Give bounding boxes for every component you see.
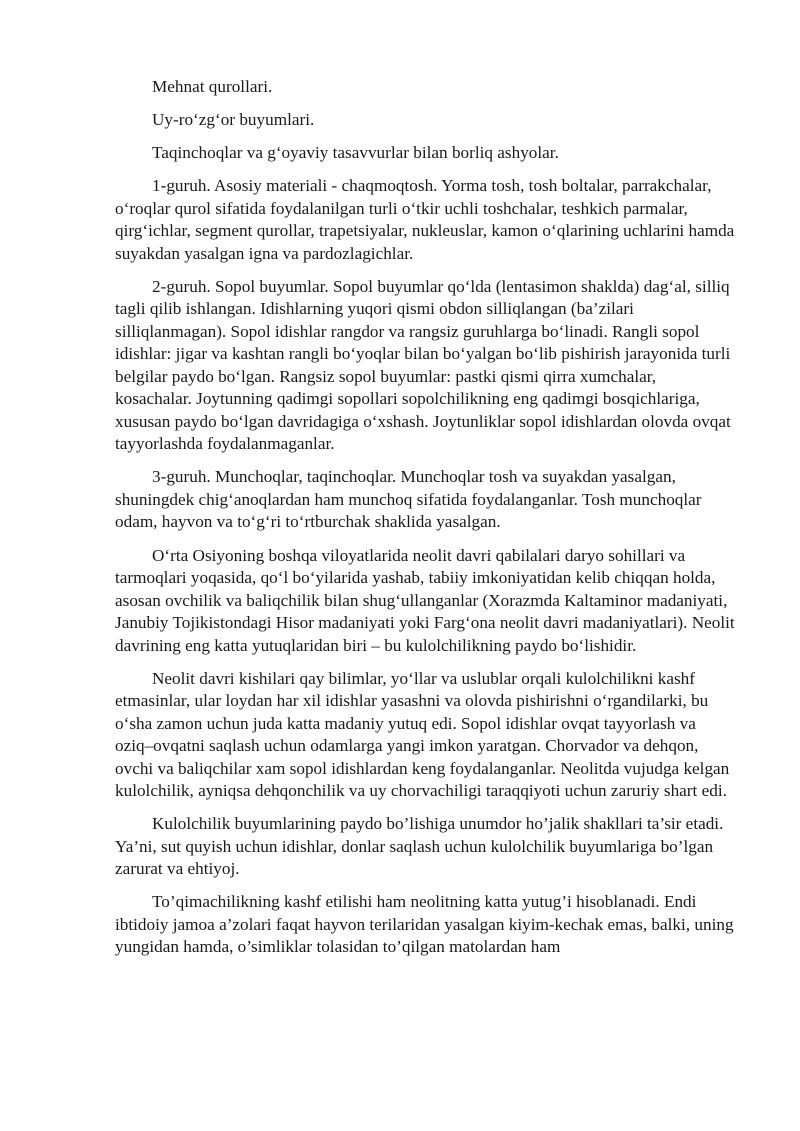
- paragraph: Kulolchilik buyumlarining paydo bo’lishiga unumdor ho’jalik shakllari ta’sir etadi. Ya’ni, sut quyish uchun idishlar, donlar saqlash uchun kulolchilik buyumlariga bo’lgan zarurat va ehtiyoj.: [115, 814, 724, 879]
- paragraph: To’qimachilikning kashf etilishi ham neolitning katta yutug’i hisoblanadi. Endi ibtidoiy jamoa a’zolari faqat hayvon terilaridan yasalgan kiyim-kechak emas, balki, uning yungidan hamda, o’simliklar tolasidan to’qilgan matolardan ham: [115, 892, 734, 957]
- paragraph: Mehnat qurollari.: [152, 77, 273, 96]
- paragraph: Uy-ro‘zg‘or buyumlari.: [152, 110, 315, 130]
- paragraph: Neolit davri kishilari qay bilimlar, yo‘llar va uslublar orqali kulolchilikni kashf etmasinlar, ular loydan har xil idishlar yasashni va olovda pishirishni o‘rgandilarki, bu o‘sha zamon uchun juda katta madaniy yutuq edi. Sopol idishlar ovqat tayyorlash va oziq–ovqatni saqlash uchun odamlarga yangi imkon yaratgan. Chorvador va dehqon, ovchi va baliqchilar xam sopol idishlardan keng foydalanganlar. Neolitda vujudga kelgan kulolchilik, ayniqsa dehqonchilik va uy chorvachiligi taraqqiyoti uchun zaruriy shart edi.: [115, 668, 730, 801]
- paragraph: 1-guruh. Asosiy materiali - chaqmoqtosh. Yorma tosh, tosh boltalar, parrakchalar, o‘roqlar qurol sifatida foydalanilgan turli o‘tkir uchli toshchalar, teshkich parmalar, qirg‘ichlar, segment qurollar, trapetsiyalar, nukleuslar, kamon o‘qlarining uchlarini hamda suyakdan yasalgan igna va pardozlagichlar.: [115, 176, 735, 263]
- paragraph: Taqinchoqlar va g‘oyaviy tasavvurlar bilan borliq ashyolar.: [152, 143, 559, 163]
- paragraph: 3-guruh. Munchoqlar, taqinchoqlar. Munchoqlar tosh va suyakdan yasalgan, shuningdek chig‘anoqlardan ham munchoq sifatida foydalanganlar. Tosh munchoqlar odam, hayvon va to‘g‘ri to‘rtburchak shaklida yasalgan.: [115, 467, 702, 532]
- paragraph: 2-guruh. Sopol buyumlar. Sopol buyumlar qo‘lda (lentasimon shaklda) dag‘al, silliq tagli qilib ishlangan. Idishlarning yuqori qismi obdon silliqlangan (ba’zilari silliqlanmagan). Sopol idishlar rangdor va rangsiz guruhlarga bo‘linadi. Rangli sopol idishlar: jigar va kashtan rangli bo‘yoqlar bilan bo‘yalgan bo‘lib pishirish jarayonida turli belgilar paydo bo‘lgan. Rangsiz sopol buyumlar: pastki qismi qirra xumchalar, kosachalar. Joytunning qadimgi sopollari sopolchilikning eng qadimgi bosqichlariga, xususan paydo bo‘lgan davridagiga o‘xshash. Joytunliklar sopol idishlardan olovda ovqat tayyorlashda foydalanmaganlar.: [115, 276, 731, 454]
- document-body: [115, 76, 735, 969]
- paragraph: O‘rta Osiyoning boshqa viloyatlarida neolit davri qabilalari daryo sohillari va tarmoqlari yoqasida, qo‘l bo‘yilarida yashab, tabiiy imkoniyatidan kelib chiqqan holda, asosan ovchilik va baliqchilik bilan shug‘ullanganlar (Xorazmda Kaltaminor madaniyati, Janubiy Tojikistondagi Hisor madaniyati yoki Farg‘ona neolit davri madaniyatlari). Neolit davrining eng katta yutuqlaridan biri – bu kulolchilikning paydo bo‘lishidir.: [115, 545, 735, 655]
